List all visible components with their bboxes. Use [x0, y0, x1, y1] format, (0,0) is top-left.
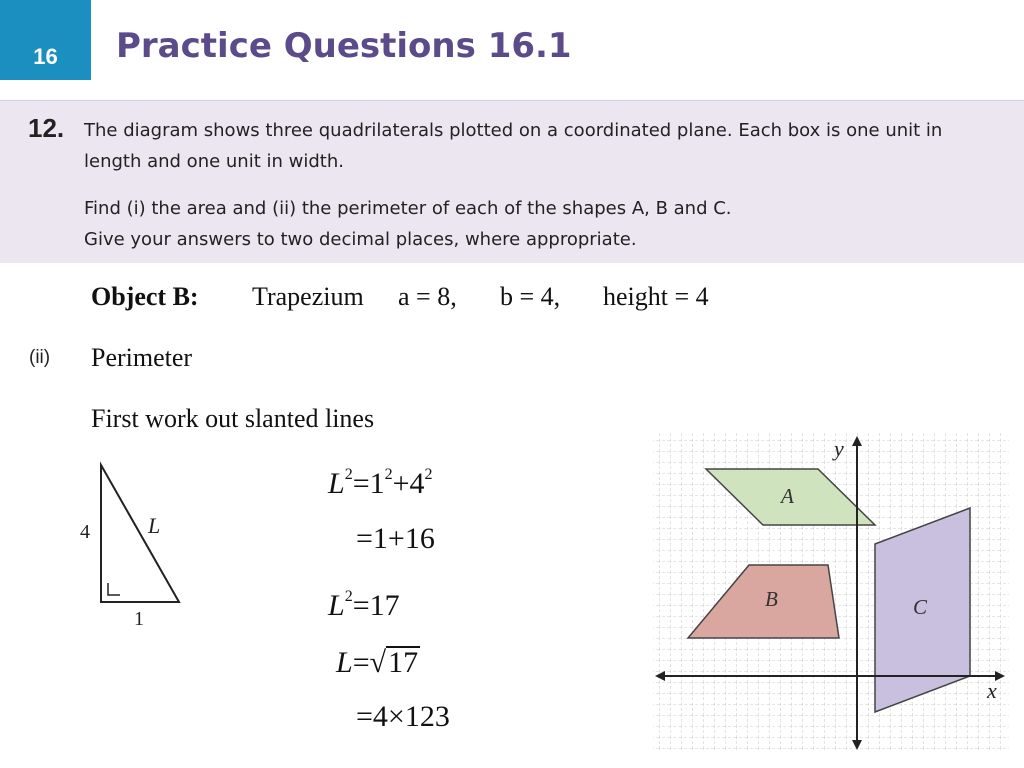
- shape-a-label: A: [781, 484, 794, 508]
- triangle-side-vertical: 4: [80, 521, 90, 543]
- equation-2: =1+16: [356, 522, 435, 555]
- object-side-a: a = 8,: [398, 282, 457, 311]
- object-label: Object B:: [91, 282, 199, 311]
- x-axis-label: x: [987, 678, 997, 703]
- shape-b-label: B: [765, 587, 778, 611]
- part-label: (ii): [29, 347, 51, 368]
- square-root-sign: √: [369, 646, 387, 679]
- question-box: [0, 100, 1024, 263]
- part-title: Perimeter: [91, 343, 193, 372]
- object-side-b: b = 4,: [500, 282, 561, 311]
- y-axis-label: y: [834, 436, 844, 461]
- object-type: Trapezium: [252, 282, 364, 311]
- question-instructions: [84, 193, 984, 255]
- instruction-line-1: Find (i) the area and (ii) the perimeter of each of the shapes A, B and C.: [84, 198, 732, 219]
- coordinate-grid: [653, 432, 1009, 752]
- page-title: Practice Questions 16.1: [116, 26, 572, 66]
- triangle-shape: [101, 465, 179, 602]
- question-text: The diagram shows three quadrilaterals plotted on a coordinated plane. Each box is one unit in length and one unit in width.: [84, 120, 943, 172]
- right-angle-mark: [108, 583, 120, 595]
- shape-c-label: C: [913, 595, 928, 619]
- instruction-line-2: Give your answers to two decimal places, where appropriate.: [84, 229, 637, 250]
- right-triangle-diagram: [70, 455, 200, 635]
- object-height: height = 4: [603, 282, 709, 311]
- equation-4: L=√17: [336, 646, 419, 679]
- working-instruction: First work out slanted lines: [91, 404, 375, 433]
- triangle-side-horizontal: 1: [134, 608, 144, 630]
- equation-3: $L^2=17$: [328, 588, 400, 622]
- triangle-hypotenuse: L: [148, 513, 161, 538]
- equation-5: =4×123: [356, 700, 450, 733]
- equation-1: $L^2=1^2+4^2$: [328, 466, 433, 500]
- question-number: 12.: [28, 113, 65, 143]
- chapter-number-tab: 16: [0, 0, 91, 80]
